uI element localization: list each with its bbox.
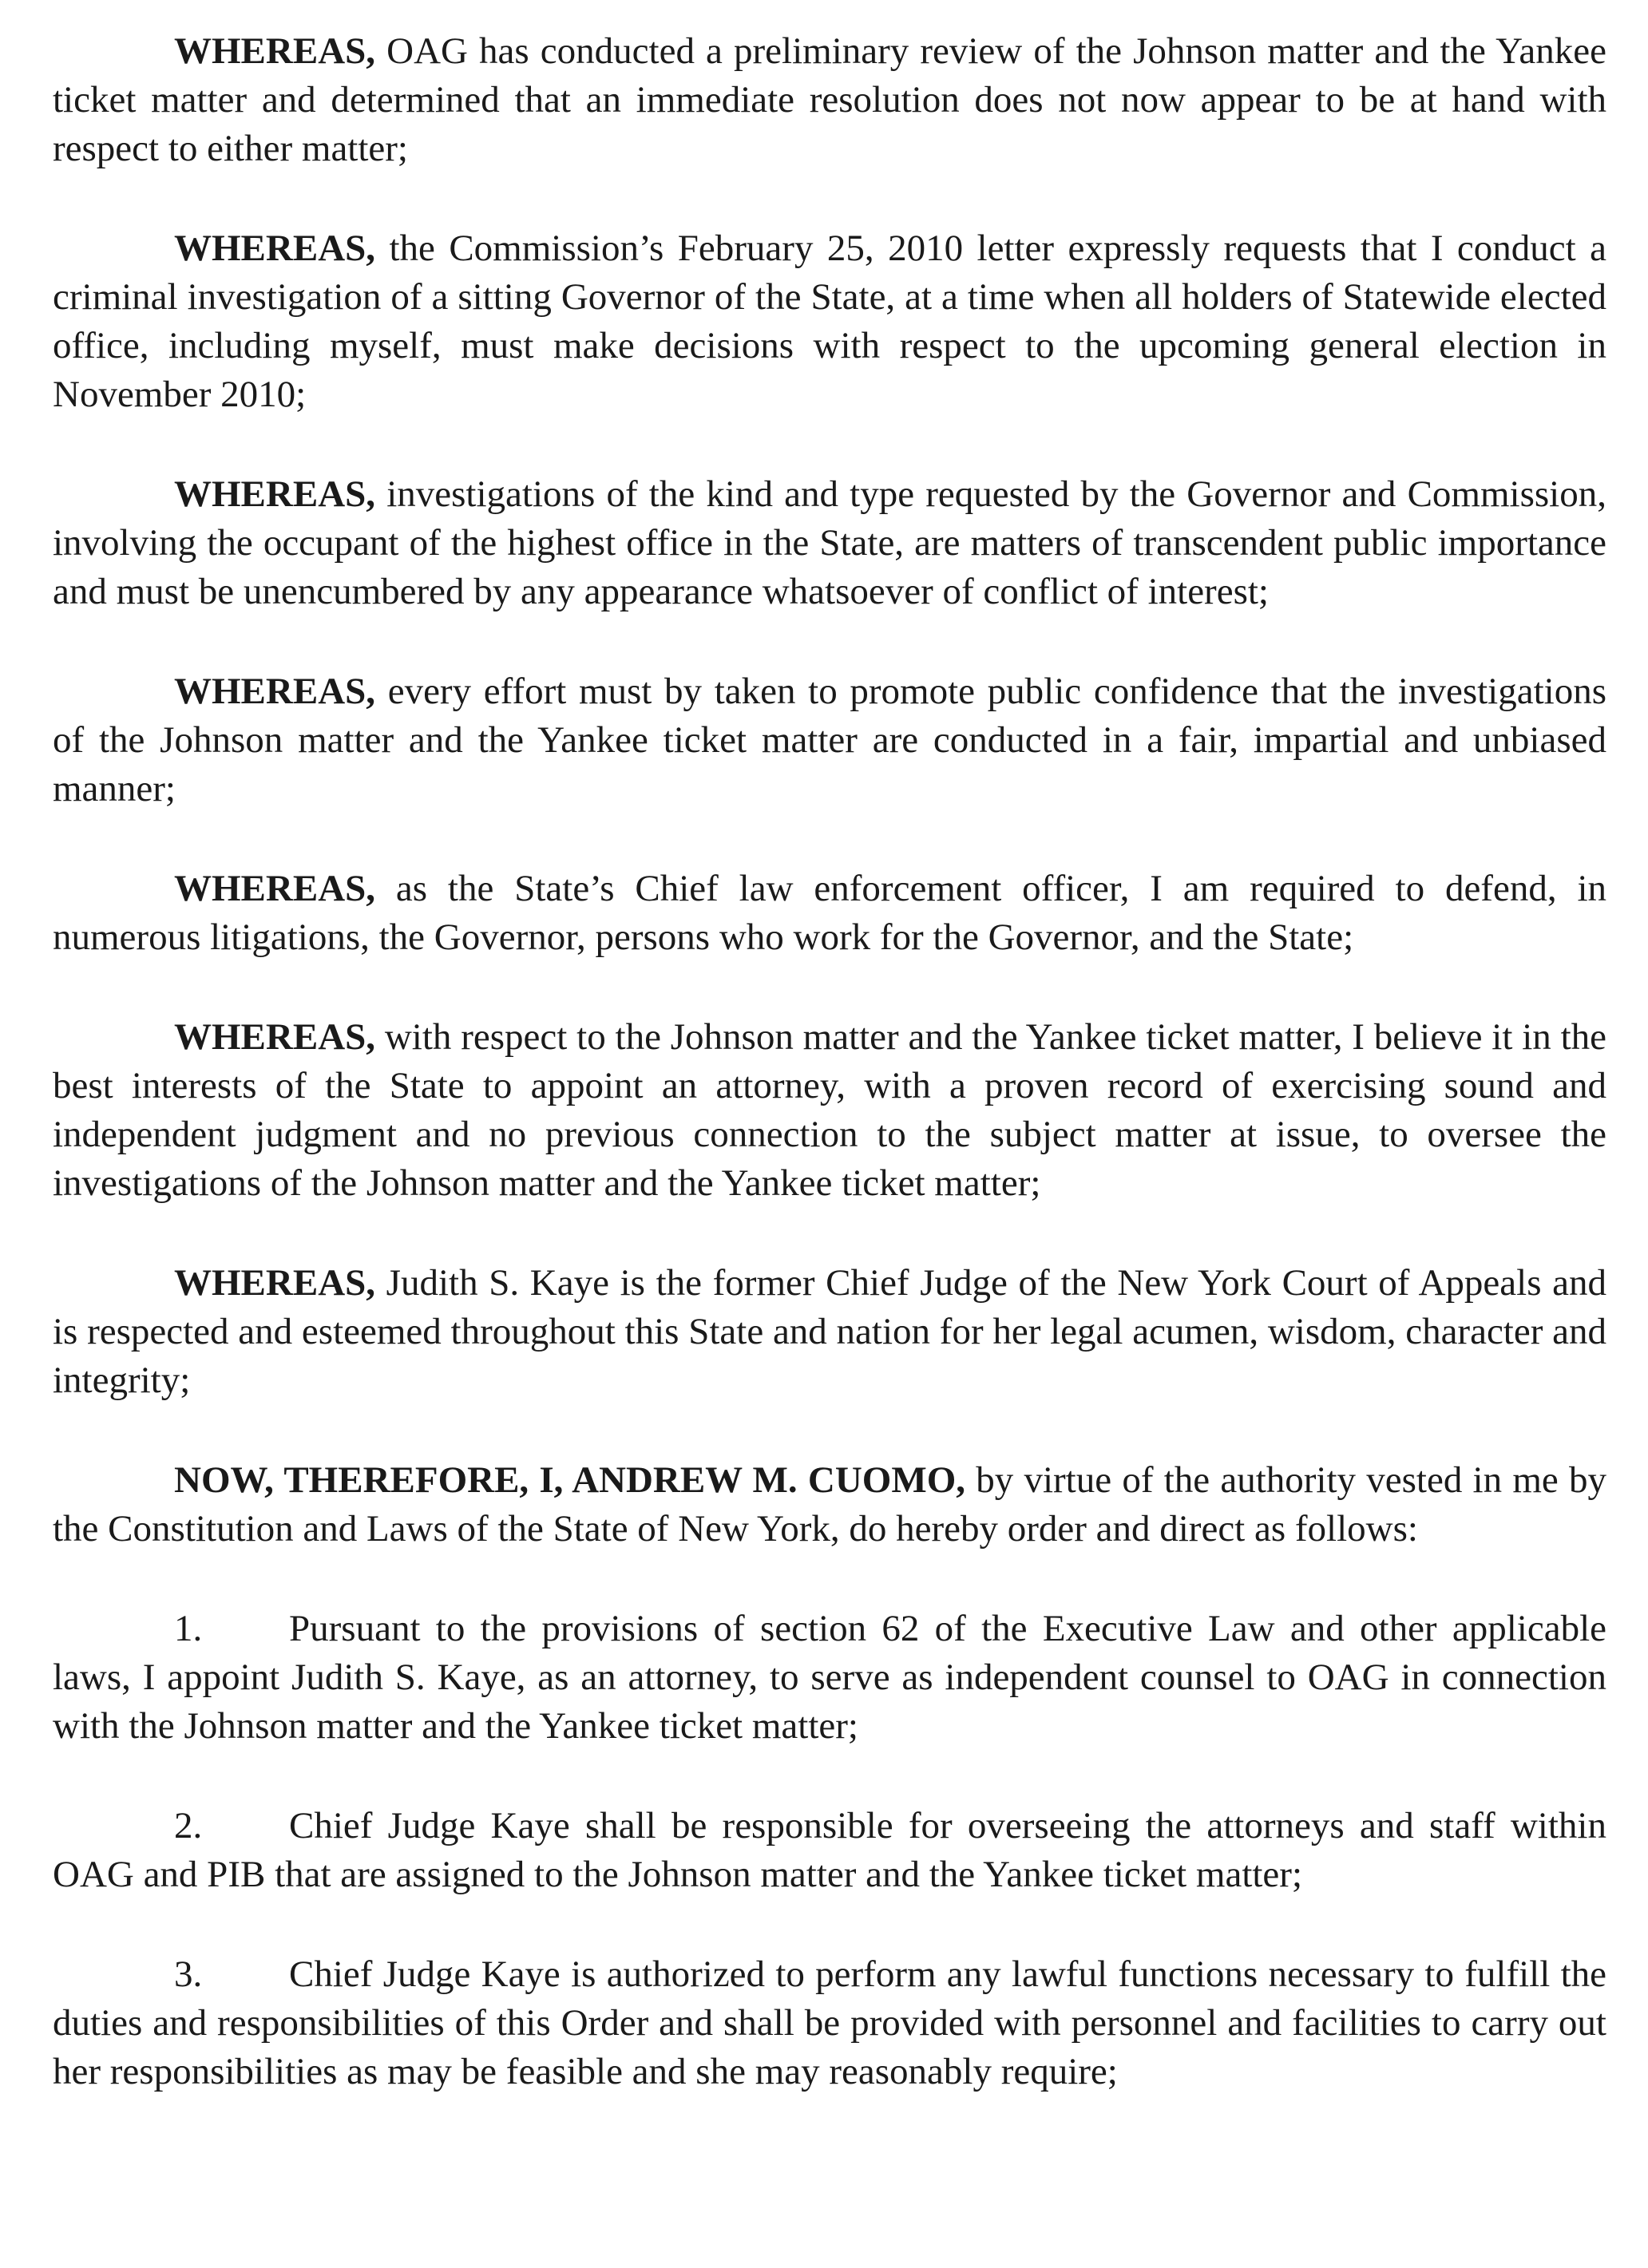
recital-paragraph xyxy=(53,27,1606,173)
recital-paragraph xyxy=(53,224,1606,419)
order-paragraph xyxy=(53,1456,1606,1554)
recital-paragraph xyxy=(53,667,1606,813)
order-text: by virtue of the authority vested in me by the Constitution and Laws of the State of New York, do hereby order and direct as follows: xyxy=(53,1459,1606,1550)
recital-lead: WHEREAS, xyxy=(174,228,376,269)
recital-text: the Commission’s February 25, 2010 letter expressly requests that I conduct a criminal investigation of a sitting Governor of the State, at a time when all holders of Statewide elected office, including myself, must make decisions with respect to the upcoming general election in November 2010; xyxy=(53,228,1606,415)
recital-text: every effort must by taken to promote public confidence that the investigations of the Johnson matter and the Yankee ticket matter are conducted in a fair, impartial and unbiased manner; xyxy=(53,671,1606,809)
recital-text: Judith S. Kaye is the former Chief Judge of the New York Court of Appeals and is respected and esteemed throughout this State and nation for her legal acumen, wisdom, character and integrity; xyxy=(53,1262,1606,1401)
recital-text: with respect to the Johnson matter and the Yankee ticket matter, I believe it in the best interests of the State to appoint an attorney, with a proven record of exercising sound and independent judgment and no previous connection to the subject matter at issue, to oversee the investigations of the Johnson matter and the Yankee ticket matter; xyxy=(53,1016,1606,1204)
recital-lead: WHEREAS, xyxy=(174,868,376,909)
order-item-text: Pursuant to the provisions of section 62 of the Executive Law and other applicable laws, I appoint Judith S. Kaye, as an attorney, to serve as independent counsel to OAG in connection with the Johnson matter and the Yankee ticket matter; xyxy=(53,1608,1606,1747)
order-item xyxy=(53,1802,1606,1899)
recital-text: as the State’s Chief law enforcement officer, I am required to defend, in numerous litigations, the Governor, persons who work for the Governor, and the State; xyxy=(53,868,1606,958)
recital-text: investigations of the kind and type requested by the Governor and Commission, involving the occupant of the highest office in the State, are matters of transcendent public importance and must be unencumbered by any appearance whatsoever of conflict of interest; xyxy=(53,473,1606,612)
order-item-text: Chief Judge Kaye shall be responsible for overseeing the attorneys and staff within OAG and PIB that are assigned to the Johnson matter and the Yankee ticket matter; xyxy=(53,1805,1606,1895)
order-item-number: 3. xyxy=(174,1953,203,1995)
recital-text: OAG has conducted a preliminary review of the Johnson matter and the Yankee ticket matter and determined that an immediate resolution does not now appear to be at hand with respect to either matter; xyxy=(53,30,1606,169)
recital-lead: WHEREAS, xyxy=(174,1016,376,1058)
recital-lead: WHEREAS, xyxy=(174,671,376,712)
recital-lead: WHEREAS, xyxy=(174,30,376,72)
recital-lead: WHEREAS, xyxy=(174,1262,376,1304)
document-page xyxy=(53,27,1606,2147)
order-item-number: 1. xyxy=(174,1608,203,1649)
order-lead: NOW, THEREFORE, I, ANDREW M. CUOMO, xyxy=(174,1459,966,1501)
recital-lead: WHEREAS, xyxy=(174,473,376,515)
order-item xyxy=(53,1950,1606,2096)
recital-paragraph xyxy=(53,865,1606,962)
order-item-text: Chief Judge Kaye is authorized to perform any lawful functions necessary to fulfill the duties and responsibilities of this Order and shall be provided with personnel and facilities to carry out her responsibilities as may be feasible and she may reasonably require; xyxy=(53,1953,1606,2092)
recital-paragraph xyxy=(53,1259,1606,1405)
order-item xyxy=(53,1605,1606,1751)
recital-paragraph xyxy=(53,1013,1606,1208)
recital-paragraph xyxy=(53,470,1606,616)
order-item-number: 2. xyxy=(174,1805,203,1846)
